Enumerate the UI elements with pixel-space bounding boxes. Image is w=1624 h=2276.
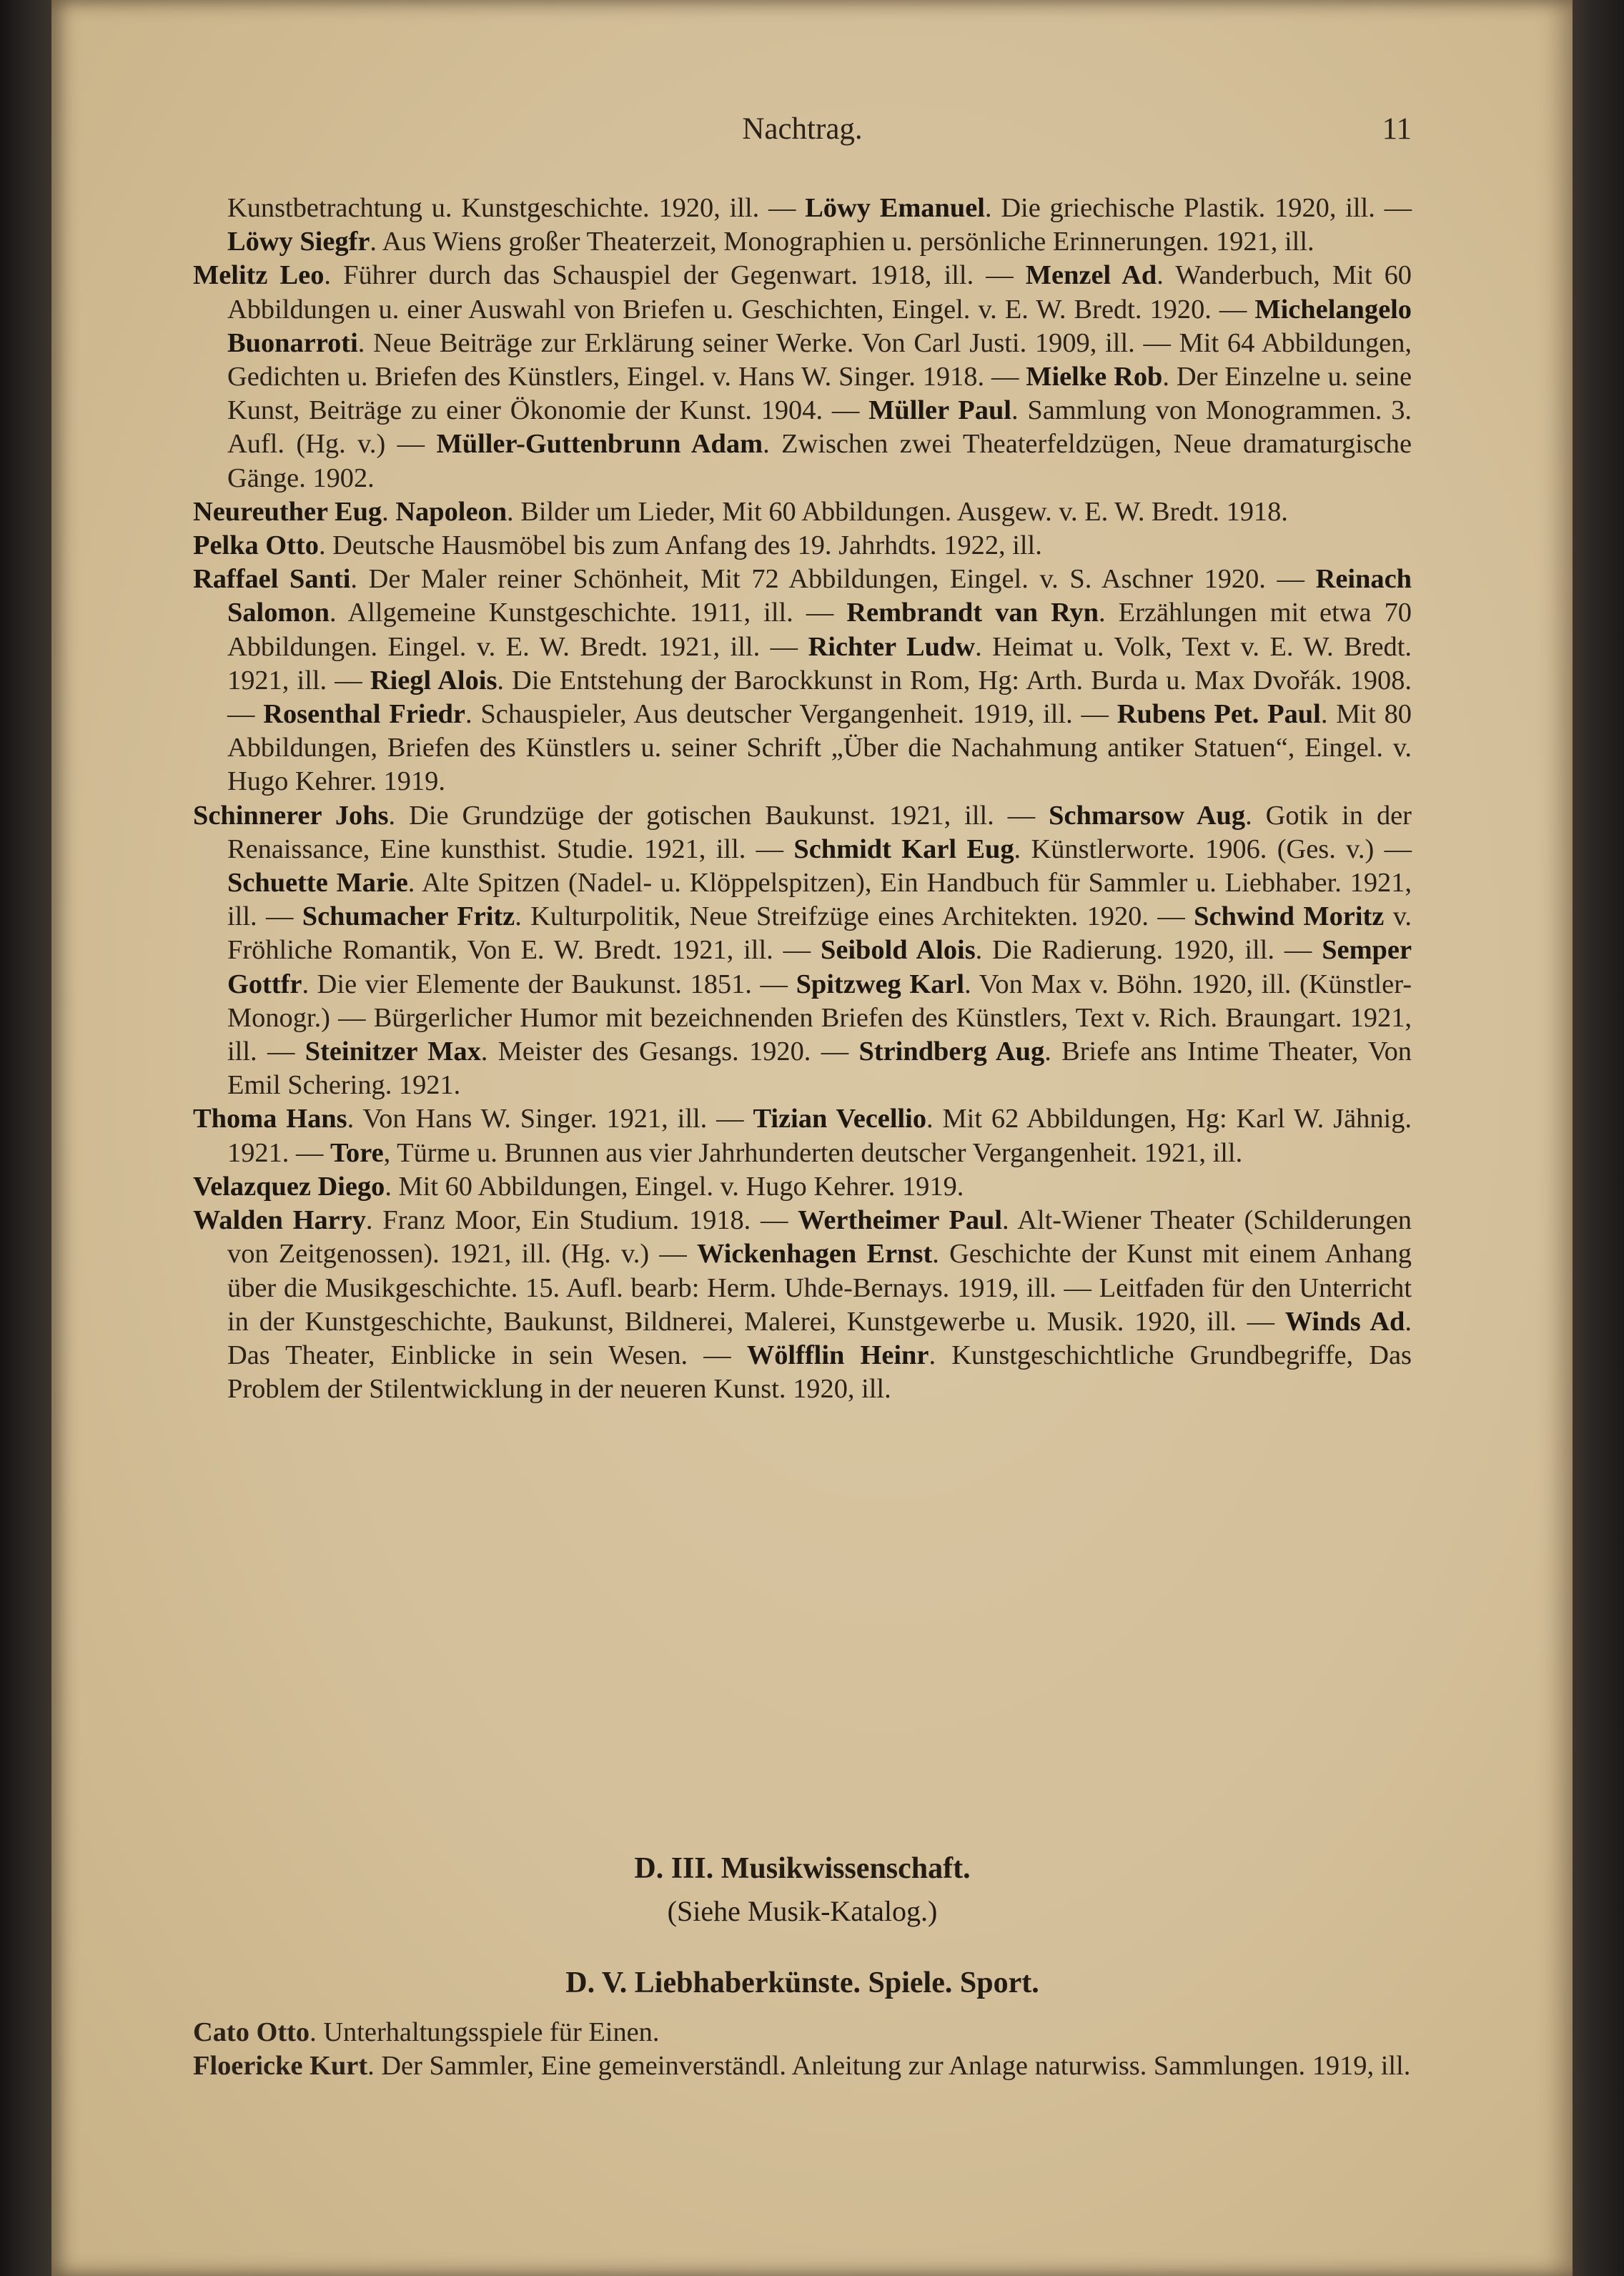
entry-text: v. Fröhliche Romantik, Von E. W. Bredt. 1921, ill. — [227, 901, 1412, 966]
entry-text: . Deutsche Hausmöbel bis zum Anfang des 19. Jahrhdts. 1922, ill. [318, 530, 1042, 561]
entry-heading-term: Tore [330, 1137, 384, 1168]
entry-heading-term: Schmarsow Aug [1049, 800, 1246, 831]
entry-heading-term: Schuette Marie [227, 868, 408, 899]
entry-heading-term: Winds Ad [1284, 1306, 1405, 1337]
entry-text: . Allgemeine Kunstgeschichte. 1911, ill. — [329, 598, 847, 628]
entry-text: . Bilder um Lieder, Mit 60 Abbildungen. Ausgew. v. E. W. Bredt. 1918. [507, 496, 1288, 527]
entry-text: . Aus Wiens großer Theaterzeit, Monographien u. persönliche Erinnerungen. 1921, ill. [370, 227, 1314, 257]
entry-heading-term: Löwy Emanuel [805, 193, 985, 223]
running-head [193, 107, 1412, 157]
catalog-entry [193, 2016, 1412, 2049]
entry-heading-term: Walden Harry [193, 1205, 366, 1236]
entry-text: . Franz Moor, Ein Studium. 1918. — [365, 1205, 798, 1236]
catalog-entry [193, 495, 1412, 529]
entry-heading-term: Neureuther Eug [193, 496, 382, 527]
entry-text: Kunstbetrachtung u. Kunstgeschichte. 1920, ill. — [227, 193, 806, 223]
entry-heading-term: Müller Paul [868, 395, 1011, 426]
catalog-entry [193, 192, 1412, 259]
entry-heading-term: Wölfflin Heinr [746, 1340, 929, 1370]
entry-text: . Das Theater, Einblicke in sein Wesen. — [227, 1306, 1412, 1370]
entry-heading-term: Menzel Ad [1025, 260, 1157, 291]
entry-text: . Alte Spitzen (Nadel- u. Klöppelspitzen), Ein Handbuch für Sammler u. Liebhaber. 1921, ill. — [227, 868, 1412, 932]
entry-text: . Der Maler reiner Schönheit, Mit 72 Abbildungen, Eingel. v. S. Aschner 1920. — [350, 564, 1316, 595]
entry-heading-term: Pelka Otto [193, 530, 319, 561]
entry-heading-term: Riegl Alois [370, 665, 497, 696]
entry-heading-term: Cato Otto [193, 2017, 310, 2047]
catalog-entry [193, 529, 1412, 563]
catalog-entry [193, 563, 1412, 798]
entry-heading-term: Melitz Leo [193, 260, 325, 291]
entry-text: . Neue Beiträge zur Erklärung seiner Werke. Von Carl Justi. 1909, ill. — Mit 64 Abbildungen, Gedichten u. Briefen des Künstlers, Eingel. v. Hans W. Singer. 1918. — [227, 327, 1412, 392]
entry-heading-term: Floericke Kurt [193, 2051, 368, 2082]
entry-text: . Meister des Gesangs. 1920. — [480, 1036, 859, 1067]
page-number: 11 [1382, 112, 1412, 146]
section-heading-liebhaberkuenste: D. V. Liebhaberkünste. Spiele. Sport. [565, 1966, 1039, 1999]
entry-text: . Briefe ans Intime Theater, Von Emil Schering. 1921. [227, 1036, 1412, 1101]
entry-text: . Die Radierung. 1920, ill. — [975, 935, 1322, 966]
entry-text: . Alt-Wiener Theater (Schilderungen von Zeitgenossen). 1921, ill. (Hg. v.) — [227, 1205, 1412, 1270]
entry-heading-term: Seibold Alois [821, 935, 976, 966]
entry-text: . Schauspieler, Aus deutscher Vergangenheit. 1919, ill. — [465, 699, 1117, 730]
entry-heading-term: Napoleon [395, 496, 508, 527]
entry-heading-term: Schmidt Karl Eug [793, 833, 1014, 864]
entry-heading-term: Strindberg Aug [858, 1036, 1045, 1067]
entry-heading-term: Löwy Siegfr [227, 227, 370, 257]
entry-heading-term: Raffael Santi [193, 564, 351, 595]
entry-text: . Kulturpolitik, Neue Streifzüge eines Architekten. 1920. — [515, 901, 1194, 932]
entry-heading-term: Steinitzer Max [304, 1036, 481, 1067]
entry-text: . Wanderbuch, Mit 60 Abbildungen u. einer Auswahl von Briefen u. Geschichten, Eingel. v. E. W. Bredt. 1920. — [227, 260, 1412, 325]
entry-heading-term: Rosenthal Friedr [263, 699, 465, 730]
entry-heading-term: Rembrandt van Ryn [846, 598, 1099, 628]
entry-text: . Geschichte der Kunst mit einem Anhang über die Musikgeschichte. 15. Aufl. bearb: Herm. Uhde-Bernays. 1919, ill. — Leitfaden für den Unterricht in der Kunstgeschichte, Baukunst, Bildnerei, Malerei, Kunstgewerbe u. Musik. 1920, ill. — [227, 1239, 1412, 1337]
entry-text: . Mit 62 Abbildungen, Hg: Karl W. Jähnig. 1921. — [227, 1104, 1412, 1168]
catalog-entry [193, 1170, 1412, 1204]
entry-heading-term: Schumacher Fritz [302, 901, 515, 932]
catalog-entries [193, 192, 1412, 1406]
entry-text: . Heimat u. Volk, Text v. E. W. Bredt. 1921, ill. — [227, 631, 1412, 696]
entry-text: . Kunstgeschichtliche Grundbegriffe, Das Problem der Stilentwicklung in der neueren Kunst. 1920, ill. [227, 1340, 1412, 1405]
entry-text: . Zwischen zwei Theaterfeldzügen, Neue dramaturgische Gänge. 1902. [227, 429, 1412, 493]
catalog-entry [193, 1102, 1412, 1169]
entry-text: . Der Sammler, Eine gemeinverständl. Anleitung zur Anlage naturwiss. Sammlungen. 1919, ill. [367, 2051, 1411, 2082]
entry-text: . Sammlung von Monogrammen. 3. Aufl. (Hg. v.) — [227, 395, 1412, 460]
book-spine-shadow [0, 0, 51, 2276]
entry-heading-term: Schwind Moritz [1194, 901, 1385, 932]
entry-heading-term: Spitzweg Karl [796, 969, 965, 999]
entry-text: . Führer durch das Schauspiel der Gegenwart. 1918, ill. — [324, 260, 1026, 291]
entry-heading-term: Rubens Pet. Paul [1116, 699, 1321, 730]
catalog-entry [193, 1204, 1412, 1406]
entry-text: . Von Hans W. Singer. 1921, ill. — [347, 1104, 753, 1134]
entry-text: . Mit 60 Abbildungen, Eingel. v. Hugo Kehrer. 1919. [385, 1171, 964, 1202]
entry-text: . Mit 80 Abbildungen, Briefen des Künstlers u. seiner Schrift „Über die Nachahmung antiker Statuen“, Eingel. v. Hugo Kehrer. 1919. [227, 699, 1412, 797]
entry-heading-term: Michelangelo Buonarroti [227, 294, 1412, 358]
entry-text: . Unterhaltungsspiele für Einen. [310, 2017, 660, 2047]
entry-text: . Die Grundzüge der gotischen Baukunst. 1921, ill. — [388, 800, 1049, 831]
entry-heading-term: Tizian Vecellio [753, 1104, 927, 1134]
running-head-title: Nachtrag. [742, 112, 863, 146]
entry-heading-term: Schinnerer Johs [193, 800, 389, 831]
entry-heading-term: Wertheimer Paul [798, 1205, 1003, 1236]
entry-text: . Der Einzelne u. seine Kunst, Beiträge zu einer Ökonomie der Kunst. 1904. — [227, 362, 1412, 426]
entry-text: . Von Max v. Böhn. 1920, ill. (Künstler-Monogr.) — Bürgerlicher Humor mit bezeichnenden Briefen des Künstlers, Text v. Rich. Braungart. 1921, ill. — [227, 969, 1412, 1067]
section-heading-musikwissenschaft: D. III. Musikwissenschaft. [634, 1852, 971, 1885]
entry-heading-term: Richter Ludw [808, 631, 976, 662]
catalog-entry [193, 2049, 1412, 2083]
entry-text: . Gotik in der Renaissance, Eine kunsthist. Studie. 1921, ill. — [227, 800, 1412, 864]
entry-text: , Türme u. Brunnen aus vier Jahrhunderten deutscher Vergangenheit. 1921, ill. [383, 1137, 1243, 1168]
entry-text: . Erzählungen mit etwa 70 Abbildungen. Eingel. v. E. W. Bredt. 1921, ill. — [227, 598, 1412, 662]
entry-heading-term: Mielke Rob [1026, 362, 1163, 392]
hobby-entries [193, 2016, 1412, 2083]
book-cover-edge [1573, 0, 1624, 2276]
entry-heading-term: Reinach Salomon [227, 564, 1412, 628]
catalog-entry [193, 799, 1412, 1103]
entry-text: . Die griechische Plastik. 1920, ill. — [984, 193, 1412, 223]
entry-text: . [382, 496, 396, 527]
entry-heading-term: Thoma Hans [193, 1104, 347, 1134]
entry-text: . Die Entstehung der Barockkunst in Rom, Hg: Arth. Burda u. Max Dvořák. 1908. — [227, 665, 1412, 730]
entry-text: . Die vier Elemente der Baukunst. 1851. — [302, 969, 796, 999]
entry-heading-term: Wickenhagen Ernst [696, 1239, 933, 1270]
entry-heading-term: Müller-Guttenbrunn Adam [436, 429, 763, 460]
entry-heading-term: Semper Gottfr [227, 935, 1412, 999]
entry-text: . Künstlerworte. 1906. (Ges. v.) — [1014, 833, 1412, 864]
section-note-musik-katalog: (Siehe Musik-Katalog.) [667, 1895, 938, 1927]
entry-heading-term: Velazquez Diego [193, 1171, 385, 1202]
catalog-entry [193, 259, 1412, 495]
